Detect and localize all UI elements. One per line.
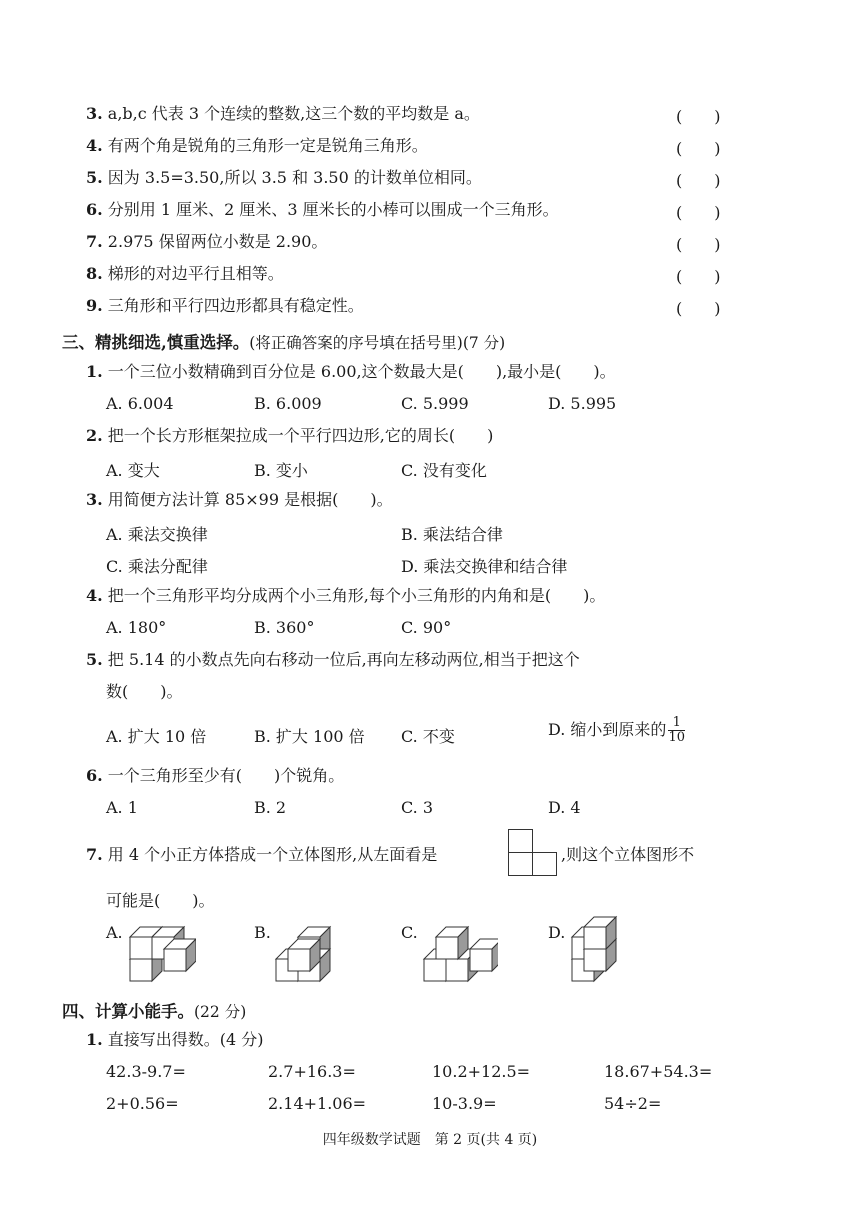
option[interactable]: C. — [401, 923, 418, 942]
option[interactable]: C. 90° — [401, 618, 452, 637]
option[interactable]: A. 1 — [106, 798, 138, 817]
cube-front-face — [130, 937, 152, 959]
calc-item[interactable]: 54÷2= — [604, 1094, 662, 1113]
option[interactable] — [548, 716, 685, 745]
left-view-figure — [508, 829, 558, 877]
answer-paren[interactable]: ( ) — [676, 139, 721, 158]
question-text: 直接写出得数。(4 分) — [107, 1030, 264, 1049]
item-text: 2.975 保留两位小数是 2.90。 — [107, 232, 328, 251]
judge-item — [86, 232, 327, 252]
option[interactable]: D. 4 — [548, 798, 581, 817]
calc-item[interactable]: 2+0.56= — [106, 1094, 179, 1113]
cube-front-face — [584, 949, 606, 971]
cube-figure-a — [124, 915, 196, 985]
cube-front-face — [470, 949, 492, 971]
question-text: 一个三位小数精确到百分位是 6.00,这个数最大是( ),最小是( )。 — [107, 362, 616, 381]
section-title: 三、精挑细选,慎重选择。 — [62, 333, 250, 352]
option[interactable]: C. 乘法分配律 — [106, 557, 208, 576]
option[interactable]: C. 5.999 — [401, 394, 469, 413]
option[interactable]: C. 没有变化 — [401, 461, 487, 480]
item-text: 有两个角是锐角的三角形一定是锐角三角形。 — [107, 136, 428, 155]
answer-paren[interactable]: ( ) — [676, 235, 721, 254]
option[interactable]: C. 不变 — [401, 727, 455, 746]
section-note: (22 分) — [194, 1003, 247, 1021]
question-number: 6. — [86, 766, 103, 785]
question — [86, 650, 580, 670]
option[interactable]: B. — [254, 923, 271, 942]
item-number: 8. — [86, 264, 103, 283]
question — [86, 490, 393, 510]
item-text: 分别用 1 厘米、2 厘米、3 厘米长的小棒可以围成一个三角形。 — [107, 200, 559, 219]
question-text: 把一个长方形框架拉成一个平行四边形,它的周长( ) — [107, 426, 494, 445]
cube-front-face — [584, 927, 606, 949]
question-number: 3. — [86, 490, 103, 509]
judge-item — [86, 136, 428, 156]
option[interactable]: A. — [106, 923, 123, 942]
option[interactable]: A. 乘法交换律 — [106, 525, 208, 544]
question-number: 5. — [86, 650, 103, 669]
cube-front-face — [164, 949, 186, 971]
calc-item[interactable]: 42.3-9.7= — [106, 1062, 186, 1081]
section-heading — [62, 998, 246, 1022]
question — [86, 426, 493, 446]
cube-front-face — [130, 959, 152, 981]
calc-item[interactable]: 18.67+54.3= — [604, 1062, 713, 1081]
answer-paren[interactable]: ( ) — [676, 107, 721, 126]
option-text: D. 缩小到原来的 — [548, 720, 667, 739]
option[interactable]: A. 扩大 10 倍 — [106, 727, 207, 746]
item-number: 3. — [86, 104, 103, 123]
answer-paren[interactable]: ( ) — [676, 267, 721, 286]
cube-front-face — [288, 949, 310, 971]
fraction-numerator: 1 — [668, 716, 685, 731]
judge-item — [86, 168, 482, 188]
judge-item — [86, 296, 364, 316]
judge-item — [86, 264, 284, 284]
fraction-denominator: 10 — [668, 730, 685, 745]
question-text: 把一个三角形平均分成两个小三角形,每个小三角形的内角和是( )。 — [107, 586, 606, 605]
option[interactable]: B. 6.009 — [254, 394, 322, 413]
question-text-continued: 数( )。 — [106, 682, 183, 701]
question-text: 一个三角形至少有( )个锐角。 — [107, 766, 345, 785]
section-note: (将正确答案的序号填在括号里)(7 分) — [249, 334, 506, 352]
question — [86, 362, 616, 382]
question-number: 1. — [86, 1030, 103, 1049]
question-text: 把 5.14 的小数点先向右移动一位后,再向左移动两位,相当于把这个 — [107, 650, 580, 669]
option[interactable]: D. 乘法交换律和结合律 — [401, 557, 568, 576]
question-text-before: 用 4 个小正方体搭成一个立体图形,从左面看是 — [107, 845, 438, 864]
calc-item[interactable]: 10-3.9= — [432, 1094, 497, 1113]
question — [86, 766, 344, 786]
section-title: 四、计算小能手。 — [62, 1002, 194, 1021]
option[interactable]: D. 5.995 — [548, 394, 617, 413]
judge-item — [86, 200, 559, 220]
cube-front-face — [446, 959, 468, 981]
answer-paren[interactable]: ( ) — [676, 171, 721, 190]
calc-item[interactable]: 10.2+12.5= — [432, 1062, 531, 1081]
item-number: 4. — [86, 136, 103, 155]
cube-figure-b — [270, 915, 342, 985]
answer-paren[interactable]: ( ) — [676, 203, 721, 222]
cube-figure-c — [418, 915, 498, 985]
item-number: 7. — [86, 232, 103, 251]
option[interactable]: D. — [548, 923, 566, 942]
option[interactable]: B. 扩大 100 倍 — [254, 727, 365, 746]
option[interactable]: B. 360° — [254, 618, 315, 637]
question — [86, 845, 437, 865]
question-text: 用简便方法计算 85×99 是根据( )。 — [107, 490, 393, 509]
question-text-continued: 可能是( )。 — [106, 891, 215, 910]
option[interactable]: B. 乘法结合律 — [401, 525, 503, 544]
question-number: 4. — [86, 586, 103, 605]
item-text: 因为 3.5=3.50,所以 3.5 和 3.50 的计数单位相同。 — [107, 168, 482, 187]
judge-item — [86, 104, 480, 124]
cube-figure-d — [566, 915, 638, 985]
option[interactable]: B. 变小 — [254, 461, 308, 480]
cube-front-face — [424, 959, 446, 981]
option[interactable]: B. 2 — [254, 798, 287, 817]
question-number: 7. — [86, 845, 103, 864]
option[interactable]: C. 3 — [401, 798, 434, 817]
question — [86, 1030, 264, 1050]
item-text: a,b,c 代表 3 个连续的整数,这三个数的平均数是 a。 — [107, 104, 480, 123]
question-number: 1. — [86, 362, 103, 381]
item-number: 9. — [86, 296, 103, 315]
option[interactable]: A. 6.004 — [106, 394, 174, 413]
question-number: 2. — [86, 426, 103, 445]
question-text-after: ,则这个立体图形不 — [561, 845, 695, 864]
cube-front-face — [436, 937, 458, 959]
question — [86, 586, 605, 606]
item-text: 梯形的对边平行且相等。 — [107, 264, 284, 283]
calc-item[interactable]: 2.14+1.06= — [268, 1094, 367, 1113]
item-number: 6. — [86, 200, 103, 219]
item-text: 三角形和平行四边形都具有稳定性。 — [107, 296, 364, 315]
option[interactable]: A. 180° — [106, 618, 167, 637]
section-heading — [62, 329, 505, 353]
item-number: 5. — [86, 168, 103, 187]
page-footer: 四年级数学试题 第 2 页(共 4 页) — [322, 1132, 538, 1148]
fraction — [668, 716, 685, 745]
option[interactable]: A. 变大 — [106, 461, 160, 480]
calc-item[interactable]: 2.7+16.3= — [268, 1062, 356, 1081]
answer-paren[interactable]: ( ) — [676, 299, 721, 318]
